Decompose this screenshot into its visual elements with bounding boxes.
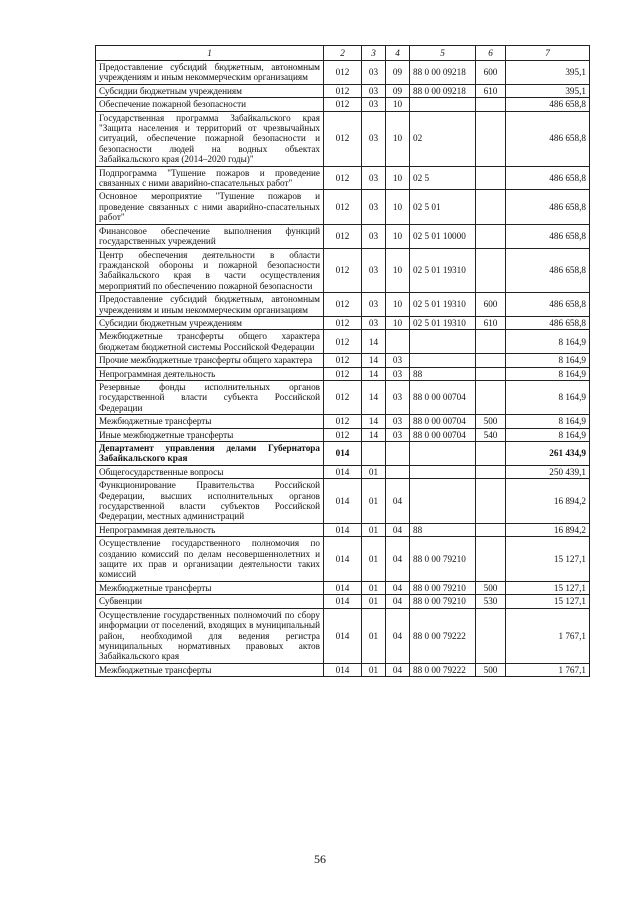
subsection-code-cell: 03 <box>386 428 410 441</box>
table-row <box>96 98 590 111</box>
amount-cell: 486 658,8 <box>506 166 590 190</box>
ministry-code-cell: 012 <box>324 98 362 111</box>
table-row <box>96 523 590 536</box>
row-name-cell: Непрограммная деятельность <box>96 523 324 536</box>
table-row <box>96 595 590 608</box>
table-row <box>96 224 590 248</box>
column-header: 4 <box>386 46 410 61</box>
target-article-cell: 88 0 00 00704 <box>410 380 476 414</box>
target-article-cell: 88 <box>410 367 476 380</box>
amount-cell: 486 658,8 <box>506 293 590 317</box>
table-row <box>96 581 590 594</box>
ministry-code-cell: 012 <box>324 380 362 414</box>
section-code-cell: 03 <box>362 61 386 85</box>
amount-cell: 16 894,2 <box>506 523 590 536</box>
expense-type-cell <box>476 248 506 293</box>
row-name-cell: Функционирование Правительства Российской Федерации, высших исполнительных органов государственной власти субъектов Российской Федерации, местных администраций <box>96 479 324 524</box>
target-article-cell <box>410 479 476 524</box>
row-name-cell: Общегосударственные вопросы <box>96 465 324 478</box>
row-name-cell: Обеспечение пожарной безопасности <box>96 98 324 111</box>
table-row <box>96 442 590 466</box>
amount-cell: 486 658,8 <box>506 111 590 166</box>
section-code-cell: 03 <box>362 84 386 97</box>
target-article-cell <box>410 465 476 478</box>
subsection-code-cell: 04 <box>386 608 410 663</box>
table-row <box>96 367 590 380</box>
subsection-code-cell: 10 <box>386 316 410 329</box>
row-name-cell: Прочие межбюджетные трансферты общего характера <box>96 354 324 367</box>
subsection-code-cell: 04 <box>386 523 410 536</box>
ministry-code-cell: 012 <box>324 428 362 441</box>
expense-type-cell: 500 <box>476 663 506 676</box>
table-row <box>96 316 590 329</box>
section-code-cell: 03 <box>362 316 386 329</box>
table-row <box>96 663 590 676</box>
table-row <box>96 415 590 428</box>
row-name-cell: Межбюджетные трансферты <box>96 415 324 428</box>
subsection-code-cell: 04 <box>386 663 410 676</box>
expense-type-cell <box>476 367 506 380</box>
ministry-code-cell: 012 <box>324 166 362 190</box>
target-article-cell: 02 5 01 10000 <box>410 224 476 248</box>
target-article-cell: 88 0 00 79210 <box>410 595 476 608</box>
expense-type-cell <box>476 442 506 466</box>
target-article-cell: 02 5 01 19310 <box>410 316 476 329</box>
table-row <box>96 537 590 582</box>
expense-type-cell <box>476 166 506 190</box>
table-row <box>96 248 590 293</box>
document-page <box>95 45 589 677</box>
expense-type-cell <box>476 111 506 166</box>
amount-cell: 15 127,1 <box>506 595 590 608</box>
row-name-cell: Межбюджетные трансферты <box>96 581 324 594</box>
row-name-cell: Государственная программа Забайкальского края "Защита населения и территорий от чрезвычайных ситуаций, обеспечение пожарной безопасности и безопасности людей на водных объектах Забайкальского края (2014–2020 годы)" <box>96 111 324 166</box>
ministry-code-cell: 012 <box>324 61 362 85</box>
subsection-code-cell: 09 <box>386 84 410 97</box>
subsection-code-cell: 04 <box>386 537 410 582</box>
section-code-cell: 14 <box>362 354 386 367</box>
ministry-code-cell: 012 <box>324 224 362 248</box>
row-name-cell: Департамент управления делами Губернатора Забайкальского края <box>96 442 324 466</box>
target-article-cell: 88 0 00 79222 <box>410 608 476 663</box>
amount-cell: 250 439,1 <box>506 465 590 478</box>
amount-cell: 8 164,9 <box>506 428 590 441</box>
expense-type-cell <box>476 98 506 111</box>
row-name-cell: Резервные фонды исполнительных органов государственной власти субъекта Российской Федерации <box>96 380 324 414</box>
column-header: 2 <box>324 46 362 61</box>
column-header: 5 <box>410 46 476 61</box>
amount-cell: 8 164,9 <box>506 380 590 414</box>
target-article-cell: 88 0 00 00704 <box>410 415 476 428</box>
section-code-cell: 03 <box>362 293 386 317</box>
table-row <box>96 330 590 354</box>
column-header: 3 <box>362 46 386 61</box>
amount-cell: 486 658,8 <box>506 248 590 293</box>
target-article-cell: 02 5 01 <box>410 190 476 224</box>
row-name-cell: Осуществление государственных полномочий по сбору информации от поселений, входящих в муниципальный район, необходимой для ведения регистра муниципальных нормативных правовых актов Забайкальского края <box>96 608 324 663</box>
subsection-code-cell: 03 <box>386 380 410 414</box>
table-row <box>96 428 590 441</box>
subsection-code-cell: 10 <box>386 166 410 190</box>
amount-cell: 8 164,9 <box>506 330 590 354</box>
amount-cell: 1 767,1 <box>506 663 590 676</box>
ministry-code-cell: 012 <box>324 248 362 293</box>
expense-type-cell: 600 <box>476 293 506 317</box>
target-article-cell: 02 5 <box>410 166 476 190</box>
expense-type-cell <box>476 537 506 582</box>
ministry-code-cell: 012 <box>324 111 362 166</box>
column-header: 7 <box>506 46 590 61</box>
target-article-cell: 02 5 01 19310 <box>410 248 476 293</box>
expense-type-cell <box>476 224 506 248</box>
subsection-code-cell: 03 <box>386 367 410 380</box>
amount-cell: 261 434,9 <box>506 442 590 466</box>
target-article-cell: 88 0 00 00704 <box>410 428 476 441</box>
page-number: 56 <box>314 852 326 866</box>
subsection-code-cell: 03 <box>386 354 410 367</box>
section-code-cell: 01 <box>362 523 386 536</box>
row-name-cell: Субсидии бюджетным учреждениям <box>96 316 324 329</box>
amount-cell: 15 127,1 <box>506 537 590 582</box>
ministry-code-cell: 014 <box>324 523 362 536</box>
section-code-cell: 01 <box>362 465 386 478</box>
ministry-code-cell: 014 <box>324 537 362 582</box>
budget-table <box>95 45 590 677</box>
expense-type-cell <box>476 608 506 663</box>
subsection-code-cell: 10 <box>386 190 410 224</box>
ministry-code-cell: 012 <box>324 190 362 224</box>
target-article-cell: 02 <box>410 111 476 166</box>
subsection-code-cell: 04 <box>386 479 410 524</box>
ministry-code-cell: 012 <box>324 367 362 380</box>
row-name-cell: Основное мероприятие "Тушение пожаров и проведение связанных с ними аварийно-спасательных работ" <box>96 190 324 224</box>
table-header-row <box>96 46 590 61</box>
row-name-cell: Иные межбюджетные трансферты <box>96 428 324 441</box>
target-article-cell: 88 0 00 09218 <box>410 61 476 85</box>
row-name-cell: Осуществление государственного полномочия по созданию комиссий по делам несовершеннолетних и защите их прав и организации деятельности таких комиссий <box>96 537 324 582</box>
table-row <box>96 380 590 414</box>
amount-cell: 486 658,8 <box>506 316 590 329</box>
section-code-cell: 14 <box>362 330 386 354</box>
table-row <box>96 61 590 85</box>
amount-cell: 8 164,9 <box>506 367 590 380</box>
amount-cell: 1 767,1 <box>506 608 590 663</box>
ministry-code-cell: 014 <box>324 581 362 594</box>
expense-type-cell: 530 <box>476 595 506 608</box>
expense-type-cell <box>476 330 506 354</box>
target-article-cell: 02 5 01 19310 <box>410 293 476 317</box>
amount-cell: 8 164,9 <box>506 354 590 367</box>
subsection-code-cell: 10 <box>386 98 410 111</box>
section-code-cell: 01 <box>362 479 386 524</box>
table-row <box>96 465 590 478</box>
section-code-cell: 03 <box>362 166 386 190</box>
section-code-cell: 01 <box>362 608 386 663</box>
table-row <box>96 293 590 317</box>
expense-type-cell: 540 <box>476 428 506 441</box>
subsection-code-cell: 04 <box>386 595 410 608</box>
amount-cell: 486 658,8 <box>506 224 590 248</box>
subsection-code-cell <box>386 465 410 478</box>
target-article-cell <box>410 354 476 367</box>
table-row <box>96 166 590 190</box>
row-name-cell: Межбюджетные трансферты <box>96 663 324 676</box>
table-row <box>96 190 590 224</box>
row-name-cell: Субвенции <box>96 595 324 608</box>
row-name-cell: Непрограммная деятельность <box>96 367 324 380</box>
section-code-cell: 03 <box>362 98 386 111</box>
ministry-code-cell: 014 <box>324 479 362 524</box>
section-code-cell <box>362 442 386 466</box>
expense-type-cell: 610 <box>476 84 506 97</box>
row-name-cell: Подпрограмма "Тушение пожаров и проведение связанных с ними аварийно-спасательных работ" <box>96 166 324 190</box>
expense-type-cell: 610 <box>476 316 506 329</box>
subsection-code-cell <box>386 330 410 354</box>
ministry-code-cell: 012 <box>324 330 362 354</box>
amount-cell: 395,1 <box>506 61 590 85</box>
table-row <box>96 84 590 97</box>
section-code-cell: 14 <box>362 415 386 428</box>
amount-cell: 15 127,1 <box>506 581 590 594</box>
subsection-code-cell: 10 <box>386 224 410 248</box>
column-header: 6 <box>476 46 506 61</box>
table-row <box>96 354 590 367</box>
section-code-cell: 01 <box>362 537 386 582</box>
expense-type-cell: 500 <box>476 581 506 594</box>
amount-cell: 486 658,8 <box>506 98 590 111</box>
expense-type-cell <box>476 190 506 224</box>
expense-type-cell: 500 <box>476 415 506 428</box>
target-article-cell: 88 0 00 79222 <box>410 663 476 676</box>
ministry-code-cell: 014 <box>324 442 362 466</box>
row-name-cell: Межбюджетные трансферты общего характера бюджетам бюджетной системы Российской Федерации <box>96 330 324 354</box>
amount-cell: 395,1 <box>506 84 590 97</box>
expense-type-cell <box>476 523 506 536</box>
amount-cell: 16 894,2 <box>506 479 590 524</box>
column-header: 1 <box>96 46 324 61</box>
section-code-cell: 03 <box>362 224 386 248</box>
target-article-cell <box>410 442 476 466</box>
amount-cell: 8 164,9 <box>506 415 590 428</box>
table-row <box>96 479 590 524</box>
section-code-cell: 01 <box>362 663 386 676</box>
row-name-cell: Финансовое обеспечение выполнения функций государственных учреждений <box>96 224 324 248</box>
section-code-cell: 03 <box>362 190 386 224</box>
target-article-cell: 88 0 00 79210 <box>410 537 476 582</box>
ministry-code-cell: 014 <box>324 608 362 663</box>
target-article-cell: 88 0 00 79210 <box>410 581 476 594</box>
expense-type-cell <box>476 354 506 367</box>
amount-cell: 486 658,8 <box>506 190 590 224</box>
section-code-cell: 14 <box>362 380 386 414</box>
expense-type-cell: 600 <box>476 61 506 85</box>
section-code-cell: 14 <box>362 367 386 380</box>
ministry-code-cell: 012 <box>324 293 362 317</box>
ministry-code-cell: 012 <box>324 316 362 329</box>
row-name-cell: Предоставление субсидий бюджетным, автономным учреждениям и иным некоммерческим организациям <box>96 61 324 85</box>
target-article-cell: 88 <box>410 523 476 536</box>
row-name-cell: Предоставление субсидий бюджетным, автономным учреждениям и иным некоммерческим организациям <box>96 293 324 317</box>
ministry-code-cell: 012 <box>324 84 362 97</box>
table-row <box>96 111 590 166</box>
target-article-cell <box>410 98 476 111</box>
subsection-code-cell: 04 <box>386 581 410 594</box>
expense-type-cell <box>476 465 506 478</box>
table-row <box>96 608 590 663</box>
expense-type-cell <box>476 479 506 524</box>
ministry-code-cell: 014 <box>324 465 362 478</box>
subsection-code-cell: 09 <box>386 61 410 85</box>
target-article-cell: 88 0 00 09218 <box>410 84 476 97</box>
section-code-cell: 03 <box>362 111 386 166</box>
ministry-code-cell: 014 <box>324 663 362 676</box>
section-code-cell: 01 <box>362 595 386 608</box>
subsection-code-cell: 10 <box>386 248 410 293</box>
ministry-code-cell: 012 <box>324 354 362 367</box>
subsection-code-cell <box>386 442 410 466</box>
section-code-cell: 03 <box>362 248 386 293</box>
section-code-cell: 14 <box>362 428 386 441</box>
ministry-code-cell: 012 <box>324 415 362 428</box>
section-code-cell: 01 <box>362 581 386 594</box>
subsection-code-cell: 10 <box>386 111 410 166</box>
row-name-cell: Центр обеспечения деятельности в области гражданской обороны и пожарной безопасности Забайкальского края в части осуществления мероприятий по обеспечению пожарной безопасности <box>96 248 324 293</box>
subsection-code-cell: 10 <box>386 293 410 317</box>
subsection-code-cell: 03 <box>386 415 410 428</box>
expense-type-cell <box>476 380 506 414</box>
ministry-code-cell: 014 <box>324 595 362 608</box>
target-article-cell <box>410 330 476 354</box>
row-name-cell: Субсидии бюджетным учреждениям <box>96 84 324 97</box>
